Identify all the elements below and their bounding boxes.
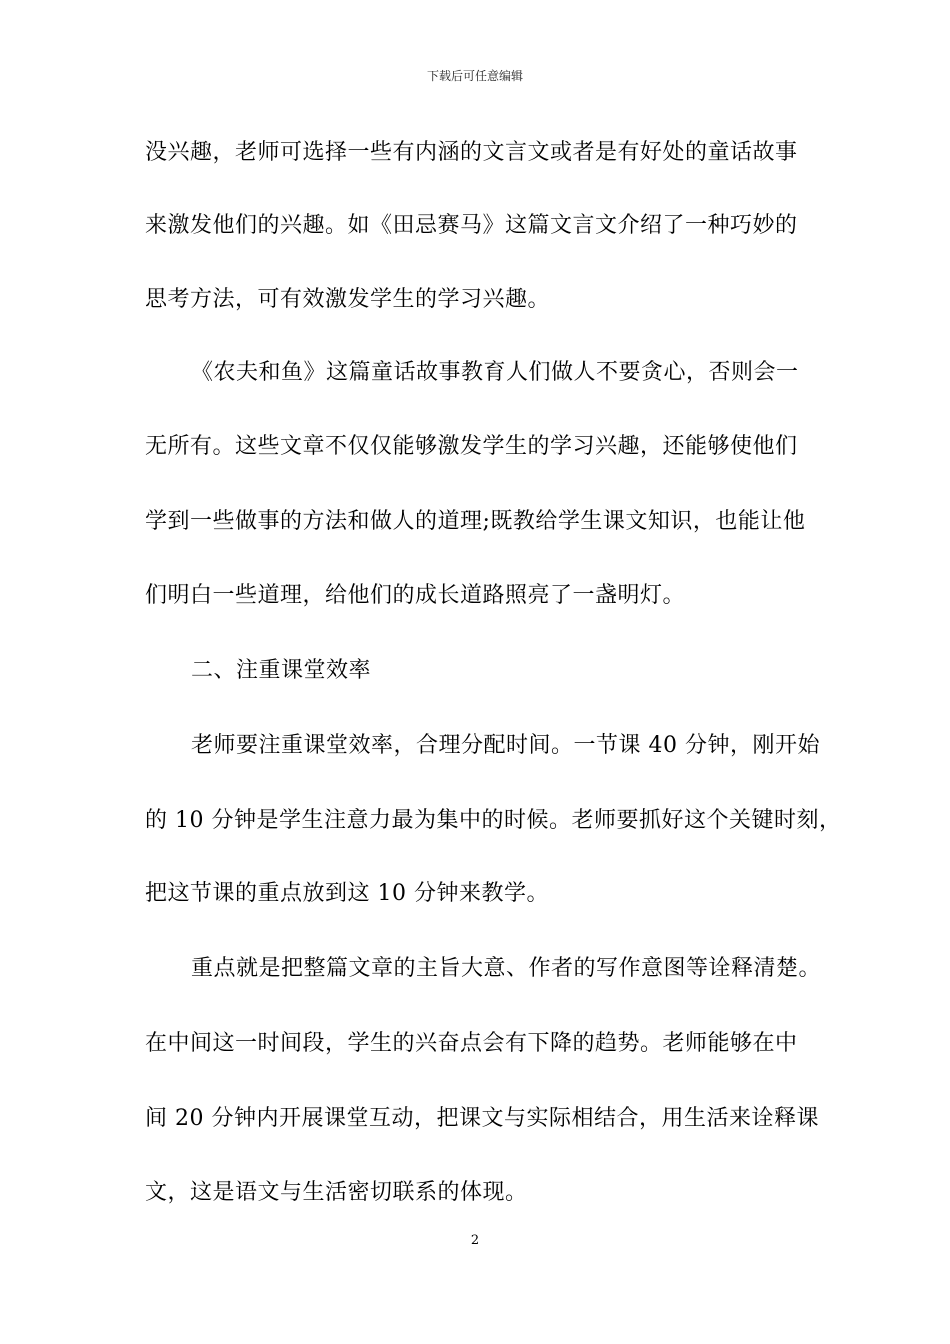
paragraph-line: 思考方法，可有效激发学生的学习兴趣。	[145, 287, 551, 312]
paragraph-line: 的 10 分钟是学生注意力最为集中的时候。老师要抓好这个关键时刻，	[145, 808, 842, 833]
page-number: 2	[470, 1233, 480, 1248]
paragraph-line: 文，这是语文与生活密切联系的体现。	[145, 1180, 528, 1205]
paragraph-line: 们明白一些道理，给他们的成长道路照亮了一盏明灯。	[145, 583, 686, 608]
paragraph-line: 来激发他们的兴趣。如《田忌赛马》这篇文言文介绍了一种巧妙的	[145, 213, 798, 238]
paragraph-line: 在中间这一时间段，学生的兴奋点会有下降的趋势。老师能够在中	[145, 1031, 798, 1056]
paragraph-line: 把这节课的重点放到这 10 分钟来教学。	[145, 881, 549, 906]
paragraph-line: 没兴趣，老师可选择一些有内涵的文言文或者是有好处的童话故事	[145, 140, 798, 165]
paragraph-line: 《农夫和鱼》这篇童话故事教育人们做人不要贪心，否则会一	[191, 360, 799, 385]
paragraph-line: 老师要注重课堂效率，合理分配时间。一节课 40 分钟，刚开始	[191, 733, 820, 758]
paragraph-line: 间 20 分钟内开展课堂互动，把课文与实际相结合，用生活来诠释课	[145, 1106, 819, 1131]
paragraph-line: 学到一些做事的方法和做人的道理;既教给学生课文知识，也能让他	[145, 509, 806, 534]
page-header: 下载后可任意编辑	[426, 69, 523, 83]
section-heading: 二、注重课堂效率	[191, 658, 372, 683]
paragraph-line: 无所有。这些文章不仅仅能够激发学生的学习兴趣，还能够使他们	[145, 434, 798, 459]
paragraph-line: 重点就是把整篇文章的主旨大意、作者的写作意图等诠释清楚。	[191, 956, 822, 981]
